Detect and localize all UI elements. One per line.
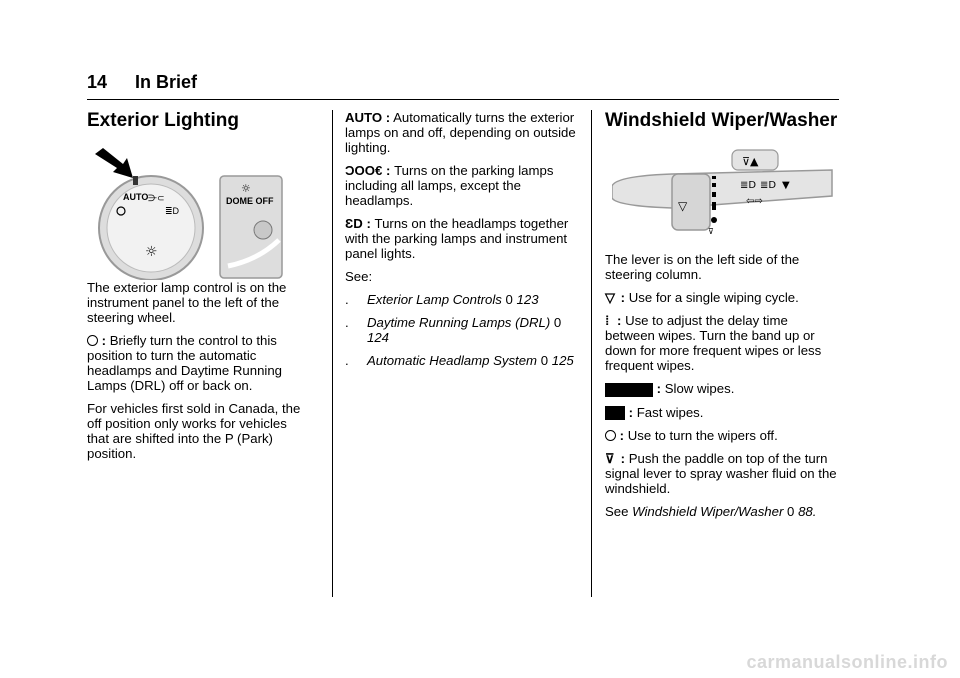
auto-paragraph [345, 110, 577, 155]
wiper-lever-figure [612, 148, 834, 236]
heading-wiper-washer: Windshield Wiper/Washer [605, 110, 838, 131]
link-windshield-wiper-washer[interactable]: Windshield Wiper/Washer [632, 504, 784, 520]
column-divider-2 [591, 110, 592, 597]
washer-paragraph: ⊽ : Push the paddle on top of the turn signal lever to spray washer fluid on the windshield. [605, 451, 837, 497]
link-exterior-lamp-controls[interactable]: . Exterior Lamp Controls 0 123 [345, 292, 539, 307]
washer-text: Push the paddle on top of the turn signal lever to spray washer fluid on the windshield. [605, 451, 837, 497]
flash-down-icon: ▼ [782, 180, 790, 191]
heading-exterior-lighting: Exterior Lighting [87, 110, 239, 131]
lamp-control-intro: The exterior lamp control is on the instrument panel to the left of the steering wheel. [87, 280, 287, 325]
headlamps-icon: ƐD [345, 216, 363, 231]
slow-paragraph: : Slow wipes. [605, 381, 839, 397]
off-position-paragraph: : Briefly turn the control to this position to turn the automatic headlamps and Daytime Running Lamps (DRL) off or back on. [87, 333, 282, 393]
parking-paragraph: ƆOO€ : Turns on the parking lamps including all lamps, except the headlamps. [345, 163, 554, 208]
parking-symbol-icon: ⋺⊂ [148, 193, 165, 203]
wipers-off-icon [605, 430, 616, 441]
canada-paragraph: For vehicles first sold in Canada, the off position only works for vehicles that are shifted into the P (Park) position. [87, 401, 301, 461]
page-ref-arrow-icon: 0 [540, 353, 549, 368]
auto-mode-text: Automatically turns the exterior lamps on and off, depending on outside lighting. [345, 110, 576, 155]
page-number: 14 [87, 72, 108, 92]
delay-mark-4 [712, 202, 716, 210]
headlamps-text: Turns on the headlamps together with the parking lamps and instrument panel lights. [345, 216, 569, 261]
fast-paragraph: : Fast wipes. [605, 405, 839, 421]
wipers-off-paragraph: : Use to turn the wipers off. [605, 428, 839, 443]
washer-small-icon: ⊽ [708, 227, 714, 236]
column-divider-1 [332, 110, 333, 597]
link-automatic-headlamp-system[interactable]: . Automatic Headlamp System 0 125 [345, 353, 574, 368]
mist-icon: ▽ [605, 290, 616, 305]
link-daytime-running-lamps[interactable]: . Daytime Running Lamps (DRL) 0 124 [345, 315, 562, 345]
see-wiper-paragraph: See Windshield Wiper/Washer 0 88. [605, 504, 817, 520]
headlamps-paragraph: ƐD : Turns on the headlamps together with the parking lamps and instrument panel lights. [345, 216, 569, 261]
watermark: carmanualsonline.info [746, 652, 948, 672]
delay-mark-1 [712, 176, 716, 179]
washer-fluid-icon: ⊽ [605, 451, 615, 467]
parking-lamps-text: Turns on the parking lamps including all lamps, except the headlamps. [345, 163, 554, 208]
dimmer-wheel-icon [254, 221, 272, 239]
delay-paragraph: ⁞ : Use to adjust the delay time between wipes. Turn the band up or down for more frequent wipes or less frequent wipes. [605, 313, 822, 373]
delay-dot [711, 217, 717, 223]
wipers-off-text: Use to turn the wipers off. [627, 428, 778, 444]
fast-wipe-text: Fast wipes. [636, 404, 704, 420]
page-ref-arrow-icon: 0 [553, 315, 562, 330]
page-title: In Brief [135, 72, 198, 92]
parking-lamps-icon: ƆOO€ [345, 163, 383, 178]
power-off-icon [87, 335, 98, 346]
wiper-lever-body [612, 170, 832, 208]
fast-wipe-icon [605, 406, 625, 420]
pointer-arrow-icon [95, 148, 133, 178]
high-beam-icon: ≣D [760, 180, 777, 191]
exterior-lamp-control-figure [93, 148, 283, 280]
headlamp-symbol-icon: ≣D [165, 206, 180, 216]
delay-mark-2 [712, 183, 716, 187]
dome-sun-icon: ☼ [241, 182, 251, 195]
off-position-text: Briefly turn the control to this position to turn the automatic headlamps and Daytime Running Lamps (DRL) off or back on. [87, 333, 282, 393]
knob-indicator [133, 176, 138, 185]
column-lamp-modes [345, 110, 577, 376]
page-ref-arrow-icon: 0 [505, 292, 513, 307]
delay-mark-3 [712, 192, 716, 197]
see-label: See: [345, 269, 373, 284]
delay-text: Use to adjust the delay time between wipes. Turn the band up or down for more frequent wipes or less frequent wipes. [605, 313, 822, 373]
page-ref-arrow-icon: 0 [787, 504, 795, 520]
delay-band-icon: ⁞ [605, 313, 610, 328]
lever-intro: The lever is on the left side of the steering column. [605, 252, 800, 282]
slow-wipe-icon [605, 383, 653, 397]
turn-signal-arrows-icon: ⇦⇨ [746, 196, 763, 207]
auto-mode-label: AUTO : [345, 110, 391, 125]
dome-light-icon: ☼ [145, 244, 158, 260]
paddle-washer-icon: ⊽▲ [742, 155, 759, 168]
wiper-symbol-icon: ▽ [678, 199, 688, 213]
slow-wipe-text: Slow wipes. [664, 381, 735, 396]
dome-panel [220, 176, 282, 278]
single-wipe-text: Use for a single wiping cycle. [628, 290, 799, 305]
low-beam-icon: ≣D [740, 180, 757, 191]
page-header [87, 72, 839, 100]
auto-label: AUTO [123, 192, 149, 202]
dome-off-label: DOME OFF [226, 196, 274, 206]
single-wipe-paragraph: ▽ : Use for a single wiping cycle. [605, 290, 799, 305]
